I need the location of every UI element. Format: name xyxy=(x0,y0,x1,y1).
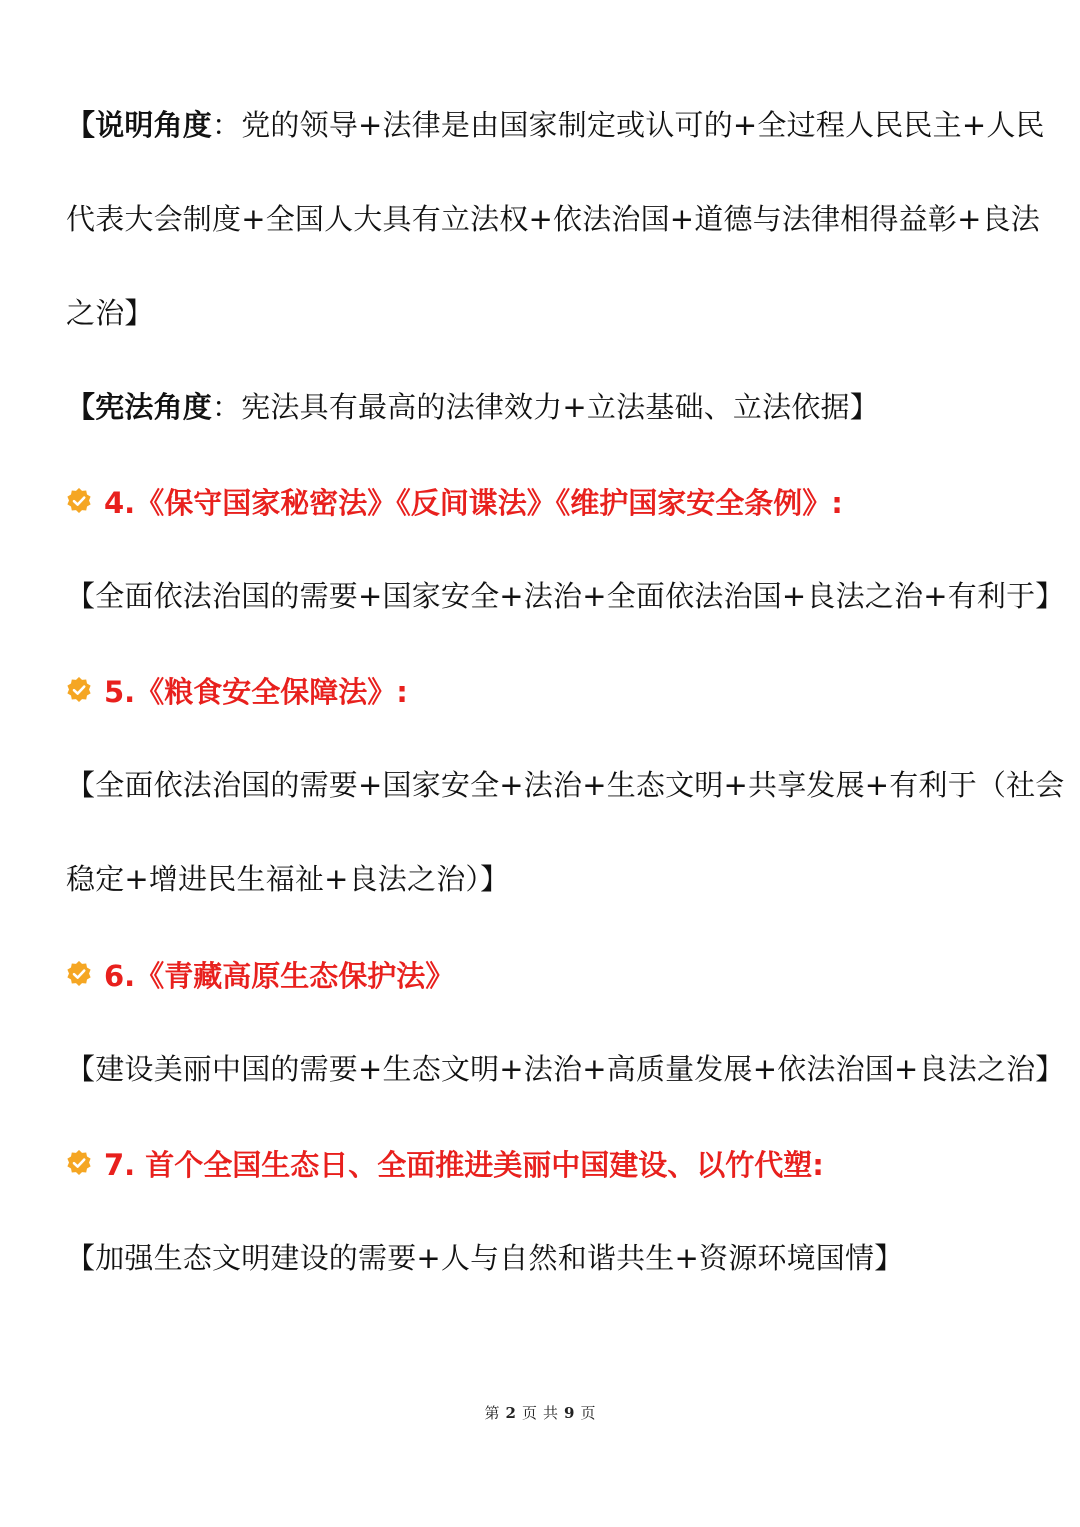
verified-badge-icon xyxy=(66,677,92,703)
explain-text-1: ：党的领导+法律是由国家制定或认可的+全过程人民民主+人民 xyxy=(212,108,1045,142)
item-6-heading xyxy=(66,954,454,994)
constitution-line xyxy=(66,387,1026,427)
explain-line-1 xyxy=(66,105,1045,145)
footer-di: 第 xyxy=(484,1404,500,1422)
verified-badge-icon xyxy=(66,488,92,514)
footer-total-pages: 9 xyxy=(564,1404,575,1422)
verified-badge-icon xyxy=(66,961,92,987)
bracket-open: 【 xyxy=(66,390,96,424)
item-7-title: 7. 首个全国生态日、全面推进美丽中国建设、以竹代塑: xyxy=(104,1147,824,1182)
item-6-content: 【建设美丽中国的需要+生态文明+法治+高质量发展+依法治国+良法之治】 xyxy=(66,1052,1065,1086)
explain-line-2: 代表大会制度+全国人大具有立法权+依法治国+道德与法律相得益彰+良法 xyxy=(66,202,1040,236)
item-6-title: 6.《青藏高原生态保护法》 xyxy=(104,958,455,993)
item-7-content: 【加强生态文明建设的需要+人与自然和谐共生+资源环境国情】 xyxy=(66,1241,904,1275)
page-footer xyxy=(0,1402,1080,1423)
item-5-content-line-2: 稳定+增进民生福祉+良法之治）】 xyxy=(66,862,510,896)
verified-badge-icon xyxy=(66,1150,92,1176)
item-4-heading xyxy=(66,481,843,521)
footer-ye-2: 页 xyxy=(580,1404,596,1422)
bracket-open: 【 xyxy=(66,108,96,142)
explain-label: 说明角度 xyxy=(95,108,213,142)
item-4-title: 4.《保守国家秘密法》《反间谍法》《维护国家安全条例》: xyxy=(104,485,843,520)
footer-current-page: 2 xyxy=(505,1404,516,1422)
item-4-content: 【全面依法治国的需要+国家安全+法治+全面依法治国+良法之治+有利于】 xyxy=(66,579,1065,613)
item-5-heading xyxy=(66,670,408,710)
constitution-label: 宪法角度 xyxy=(95,390,213,424)
item-7-heading xyxy=(66,1143,824,1183)
item-5-title: 5.《粮食安全保障法》: xyxy=(104,674,408,709)
item-5-content-line-1: 【全面依法治国的需要+国家安全+法治+生态文明+共享发展+有利于（社会 xyxy=(66,768,1065,802)
footer-gong: 共 xyxy=(543,1404,559,1422)
explain-line-3: 之治】 xyxy=(66,296,154,330)
constitution-text: ：宪法具有最高的法律效力+立法基础、立法依据】 xyxy=(212,390,879,424)
footer-ye: 页 xyxy=(521,1404,537,1422)
